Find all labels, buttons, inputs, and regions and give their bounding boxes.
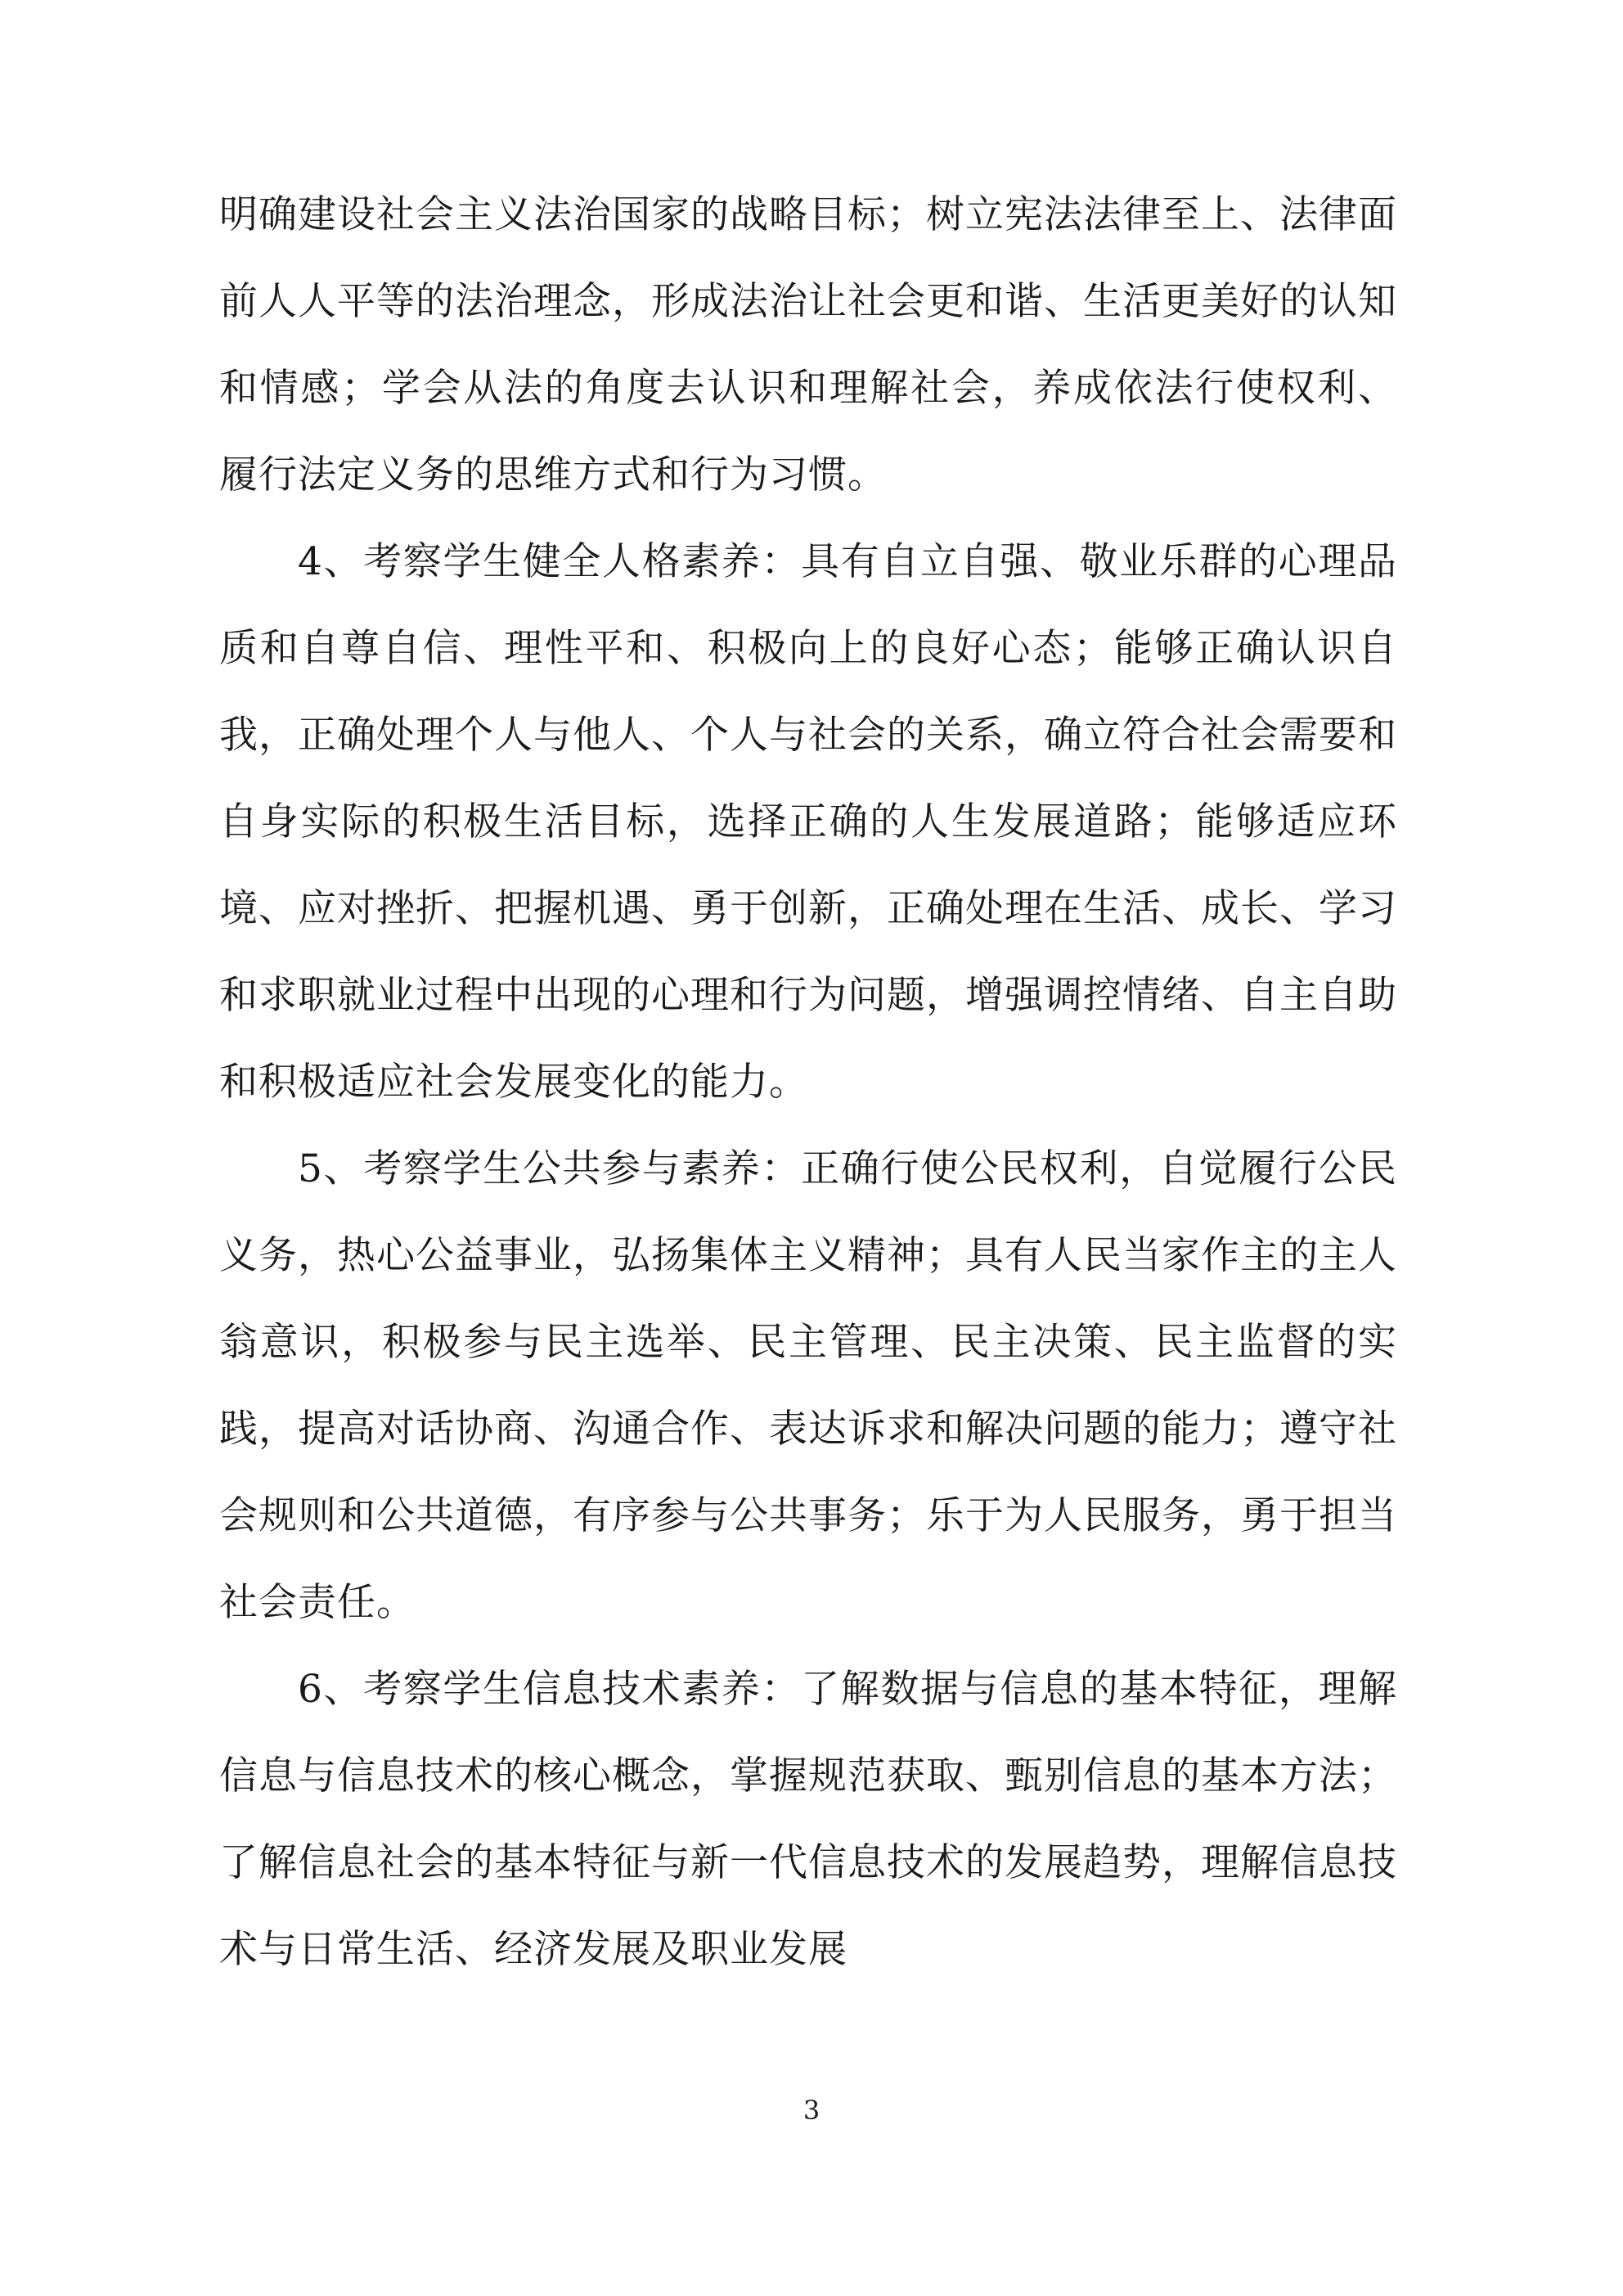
paragraph-continued: 明确建设社会主义法治国家的战略目标；树立宪法法律至上、法律面前人人平等的法治理念，形成法治让社会更和谐、生活更美好的认知和情感；学会从法的角度去认识和理解社会，养成依法行使权利、 履行法定义务的思维方式和行为习惯。 <box>219 192 1397 497</box>
page-body <box>219 172 1397 1993</box>
paragraph-item-4: 4、考察学生健全人格素养：具有自立自强、敬业乐群的心理品质和自尊自信、理性平和、积极向上的良好心态；能够正确认识自我，正确处理个人与他人、个人与社会的关系，确立符合社会需要和自身实际的积极生活目标，选择正确的人生发展道路；能够适应环境、应对挫折、把握机遇、勇于创新，正确处理在生活、成长、学习和求职就业过程中出现的心理和行为问题，增强调控情绪、自主自助和积极适应社会发展变化的能力。 <box>219 539 1397 1105</box>
page-number: 3 <box>803 2095 820 2126</box>
paragraph-item-6: 6、考察学生信息技术素养：了解数据与信息的基本特征，理解信息与信息技术的核心概念，掌握规范获取、甄别信息的基本方法；了解信息社会的基本特征与新一代信息技术的发展趋势，理解信息技术与日常生活、经济发展及职业发展 <box>219 1667 1397 1972</box>
paragraph-item-5: 5、考察学生公共参与素养：正确行使公民权利，自觉履行公民义务，热心公益事业，弘扬集体主义精神；具有人民当家作主的主人翁意识，积极参与民主选举、民主管理、民主决策、民主监督的实践，提高对话协商、沟通合作、表达诉求和解决问题的能力；遵守社会规则和公共道德，有序参与公共事务；乐于为人民服务，勇于担当社会责任。 <box>219 1146 1397 1625</box>
